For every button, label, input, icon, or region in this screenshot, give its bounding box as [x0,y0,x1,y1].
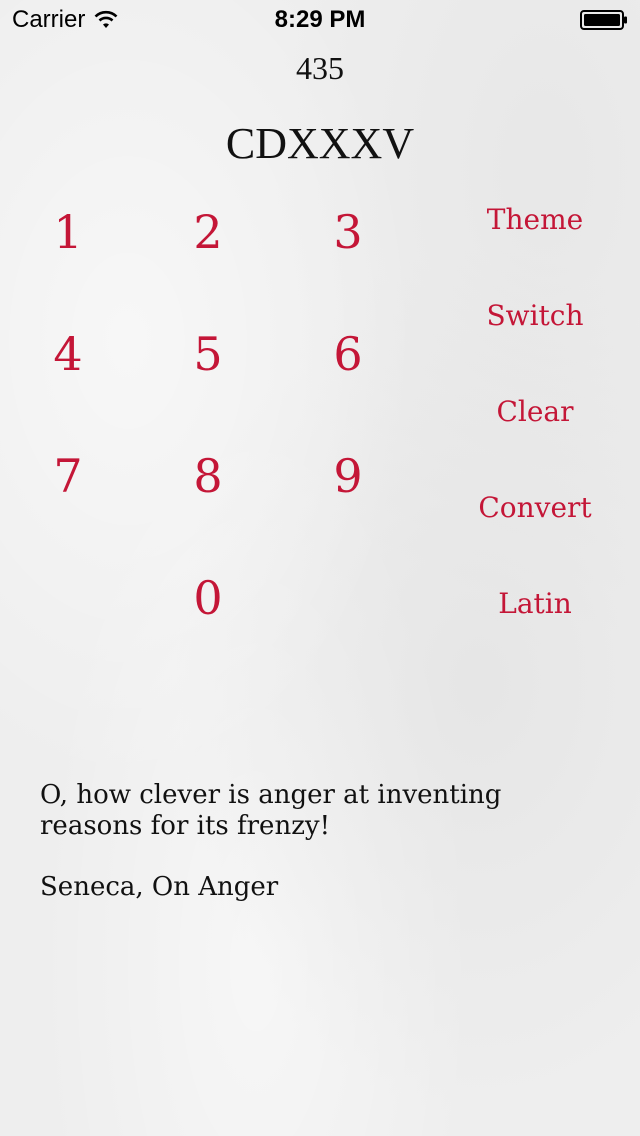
key-8[interactable]: 8 [193,449,223,503]
key-0[interactable]: 0 [193,571,223,625]
theme-button[interactable]: Theme [486,203,584,236]
key-6[interactable]: 6 [333,327,363,381]
latin-button[interactable]: Latin [498,587,572,620]
key-5[interactable]: 5 [193,327,223,381]
key-3[interactable]: 3 [333,205,363,259]
quote-author: Seneca, On Anger [40,872,279,902]
convert-button[interactable]: Convert [478,491,592,524]
quote-text: O, how clever is anger at inventing reasons for its frenzy! [40,780,502,841]
status-bar [0,0,640,40]
decimal-display: 435 [296,50,344,86]
carrier-label: Carrier [12,6,86,33]
battery-icon [580,10,628,30]
roman-numeral-display: CDXXXV [225,119,415,168]
status-time: 8:29 PM [274,6,366,33]
switch-button[interactable]: Switch [486,299,584,332]
key-9[interactable]: 9 [333,449,363,503]
key-1[interactable]: 1 [53,205,83,259]
key-4[interactable]: 4 [53,327,83,381]
key-2[interactable]: 2 [193,205,223,259]
clear-button[interactable]: Clear [496,395,574,428]
key-7[interactable]: 7 [53,449,83,503]
